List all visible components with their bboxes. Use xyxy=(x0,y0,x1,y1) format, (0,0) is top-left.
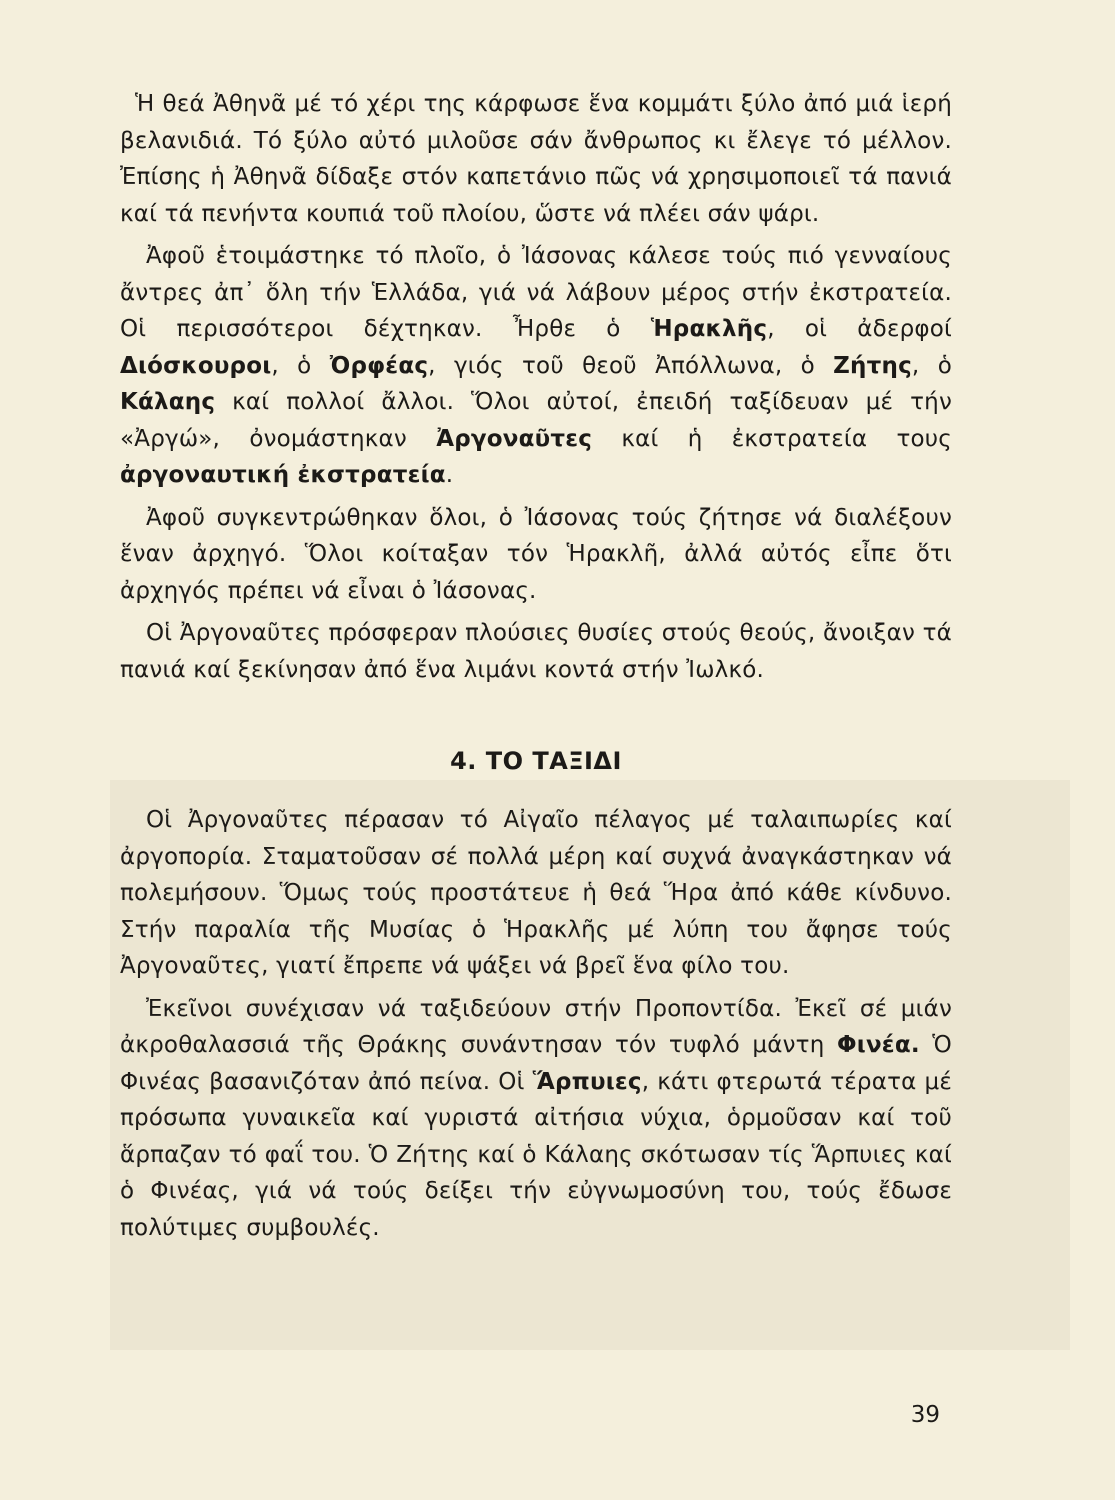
name-phineus: Φινέα. xyxy=(837,1032,920,1058)
page-number: 39 xyxy=(910,1402,940,1428)
paragraph-text: , ὁ xyxy=(271,352,330,379)
paragraph-argonauts-gathering xyxy=(120,238,952,494)
name-orpheus: Ὀρφέας xyxy=(329,352,429,379)
name-harpies: Ἅρπυιες xyxy=(532,1068,642,1095)
name-calais: Κάλαης xyxy=(120,389,216,415)
paragraph-text: Ἐκεῖνοι συνέχισαν νά ταξιδεύουν στήν Προποντίδα. Ἐκεῖ σέ μιάν ἀκροθαλασσιά τῆς Θράκης συνάντησαν τόν τυφλό μάντη xyxy=(120,995,952,1058)
paragraph-text: , γιός τοῦ θεοῦ Ἀπόλλωνα, ὁ xyxy=(428,352,834,379)
paragraph-text: Ὁ Φινέας βασανιζόταν ἀπό πείνα. Οἱ xyxy=(120,1032,953,1095)
paragraph-text: Ἡ θεά Ἀθηνᾶ μέ τό χέρι της κάρφωσε ἕνα κομμάτι ξύλο ἀπό μιά ἱερή βελανιδιά. Τό ξύλο αὐτό μιλοῦσε σάν ἄνθρωπος κι ἔλεγε τό μέλλον. Ἐπίσης ἡ Ἀθηνᾶ δίδαξε στόν καπετάνιο πῶς νά χρησιμοποιεῖ τά πανιά καί τά πενήντα κουπιά τοῦ πλοίου, ὥστε νά πλέει σάν ψάρι. xyxy=(120,91,952,227)
name-zetes: Ζήτης xyxy=(833,352,912,379)
paragraph-text: , οἱ ἀδερφοί xyxy=(767,316,952,342)
name-dioscuri: Διόσκουροι xyxy=(120,352,272,379)
term-argonauts: Ἀργοναῦτες xyxy=(436,425,593,452)
paragraph-phineus xyxy=(120,991,952,1247)
paragraph-leader-choice xyxy=(120,500,952,610)
section-heading: 4. ΤΟ ΤΑΞΙΔΙ xyxy=(450,747,622,775)
paragraph-text: . xyxy=(445,462,454,488)
term-argonautic-expedition: ἀργοναυτική ἐκστρατεία xyxy=(120,462,446,488)
paragraph-text: καί πολλοί ἄλλοι. Ὅλοι αὐτοί, ἐπειδή ταξίδευαν μέ τήν «Ἀργώ», ὀνομάστηκαν xyxy=(120,389,952,452)
paragraph-text: Ἀφοῦ συγκεντρώθηκαν ὅλοι, ὁ Ἰάσονας τούς ζήτησε νά διαλέξουν ἕναν ἀρχηγό. Ὅλοι κοίταξαν τόν Ἡρακλῆ, ἀλλά αὐτός εἶπε ὅτι ἀρχηγός πρέπει νά εἶναι ὁ Ἰάσονας. xyxy=(120,504,952,604)
paragraph-text: Οἱ Ἀργοναῦτες πρόσφεραν πλούσιες θυσίες στούς θεούς, ἄνοιξαν τά πανιά καί ξεκίνησαν ἀπό ἕνα λιμάνι κοντά στήν Ἰωλκό. xyxy=(120,620,952,683)
paragraph-text: Οἱ Ἀργοναῦτες πέρασαν τό Αἰγαῖο πέλαγος μέ ταλαιπωρίες καί ἀργοπορία. Σταματοῦσαν σέ πολλά μέρη καί συχνά ἀναγκάστηκαν νά πολεμήσουν. Ὅμως τούς προστάτευε ἡ θεά Ἥρα ἀπό κάθε κίνδυνο. Στήν παραλία τῆς Μυσίας ὁ Ἡρακλῆς μέ λύπη του ἄφησε τούς Ἀργοναῦτες, γιατί ἔπρεπε νά ψάξει νά βρεῖ ἕνα φίλο του. xyxy=(120,807,952,979)
paragraph-athena-wood xyxy=(120,86,952,232)
paragraph-aegean-journey xyxy=(120,802,952,985)
name-heracles: Ἡρακλῆς xyxy=(650,316,768,342)
paragraph-text: , ὁ xyxy=(911,352,952,379)
paragraph-text: , κάτι φτερωτά τέρατα μέ πρόσωπα γυναικεῖα καί γυριστά αἰτήσια νύχια, ὁρμοῦσαν καί τοῦ ἅρπαζαν τό φαΐ του. Ὁ Ζήτης καί ὁ Κάλαης σκότωσαν τίς Ἅρπυιες καί ὁ Φινέας, γιά νά τούς δείξει τήν εὐγνωμοσύνη του, τούς ἔδωσε πολύτιμες συμβουλές. xyxy=(120,1068,952,1241)
paragraph-text: καί ἡ ἐκστρατεία τους xyxy=(592,425,952,452)
text-column xyxy=(120,86,952,1246)
paragraph-text: Ἀφοῦ ἑτοιμάστηκε τό πλοῖο, ὁ Ἰάσονας κάλεσε τούς πιό γενναίους ἄντρες ἀπ᾽ ὅλη τήν Ἑλλάδα, γιά νά λάβουν μέρος στήν ἐκστρατεία. Οἱ περισσότεροι δέχτηκαν. Ἦρθε ὁ xyxy=(120,243,952,342)
paragraph-departure xyxy=(120,615,952,688)
